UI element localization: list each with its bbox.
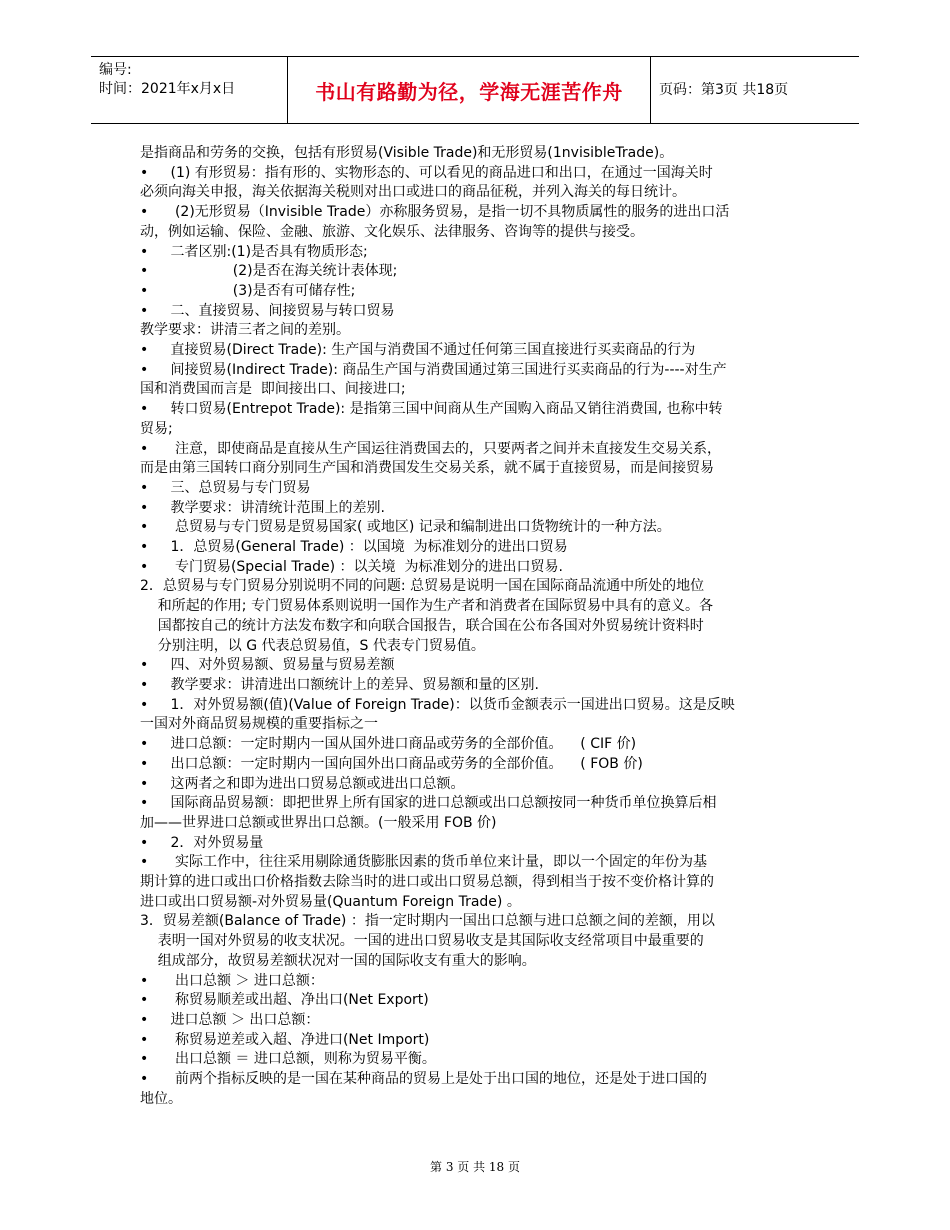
text-line: • 1．总贸易(General Trade) ：以国境 为标准划分的进出口贸易 <box>140 539 568 556</box>
text-line: 2．总贸易与专门贸易分别说明不同的问题: 总贸易是说明一国在国际商品流通中所处的地位 <box>140 578 705 595</box>
text-line: 而是由第三国转口商分别同生产国和消费国发生交易关系，就不属于直接贸易，而是间接贸易 <box>140 460 714 477</box>
text-line: • 进口总额：一定时期内一国从国外进口商品或劳务的全部价值。 ( CIF 价) <box>140 736 637 753</box>
text-line: 一国对外商品贸易规模的重要指标之一 <box>140 716 378 733</box>
text-line: • 称贸易顺差或出超、净出口(Net Export) <box>140 992 429 1009</box>
text-line: • 专门贸易(Special Trade) ：以关境 为标准划分的进出口贸易. <box>140 558 563 575</box>
text-line: 国都按自己的统计方法发布数字和向联合国报告，联合国在公布各国对外贸易统计资料时 <box>140 617 704 634</box>
header-page-info: 页码：第3页 共18页 <box>659 82 789 98</box>
text-line: • (2)无形贸易（Invisible Trade）亦称服务贸易，是指一切不具物质属性的服务的进出口活 <box>140 204 730 221</box>
text-line: • (3)是否有可储存性; <box>140 282 356 299</box>
text-line: • 出口总额 ＞ 进口总额： <box>140 972 324 989</box>
text-line: 3．贸易差额(Balance of Trade) ：指一定时期内一国出口总额与进口总额之间的差额，用以 <box>140 913 715 930</box>
text-line: • 出口总额 ＝ 进口总额，则称为贸易平衡。 <box>140 1051 436 1068</box>
text-line: • 这两者之和即为进出口贸易总额或进出口总额。 <box>140 775 465 792</box>
text-line: 教学要求：讲清三者之间的差别。 <box>140 322 350 339</box>
header-meta <box>99 61 235 99</box>
text-line: 分别注明，以 G 代表总贸易值，S 代表专门贸易值。 <box>140 637 485 654</box>
text-line: • 二者区别:(1)是否具有物质形态; <box>140 243 368 260</box>
text-line: 动，例如运输、保险、金融、旅游、文化娱乐、法律服务、咨询等的提供与接受。 <box>140 223 644 240</box>
text-line: • 出口总额：一定时期内一国向国外出口商品或劳务的全部价值。 ( FOB 价) <box>140 755 643 772</box>
text-line: 国和消费国而言是 即间接出口、间接进口; <box>140 381 406 398</box>
text-line: 是指商品和劳务的交换，包括有形贸易(Visible Trade)和无形贸易(1nvisibleTrade)。 <box>140 145 674 161</box>
text-line: • 直接贸易(Direct Trade): 生产国与消费国不通过任何第三国直接进行买卖商品的行为 <box>140 342 696 359</box>
page-footer: 第 3 页 共 18 页 <box>430 1160 520 1174</box>
text-line: • 实际工作中，往往采用剔除通货膨胀因素的货币单位来计量，即以一个固定的年份为基 <box>140 854 707 871</box>
text-line: • 教学要求：讲清统计范围上的差别. <box>140 499 385 516</box>
document-body <box>140 144 820 1109</box>
text-line: • (1) 有形贸易：指有形的、实物形态的、可以看见的商品进口和出口，在通过一国海关时 <box>140 164 713 181</box>
text-line: 组成部分，故贸易差额状况对一国的国际收支有重大的影响。 <box>140 952 536 969</box>
text-line: • 国际商品贸易额：即把世界上所有国家的进口总额或出口总额按同一种货币单位换算后相 <box>140 795 717 812</box>
text-line: 期计算的进口或出口价格指数去除当时的进口或出口贸易总额，得到相当于按不变价格计算的 <box>140 874 714 891</box>
text-line: • 1．对外贸易额(值)(Value of Foreign Trade)：以货币金额表示一国进出口贸易。这是反映 <box>140 696 735 713</box>
text-line: 地位。 <box>140 1090 182 1107</box>
text-line: • 前两个指标反映的是一国在某种商品的贸易上是处于出口国的地位，还是处于进口国的 <box>140 1071 707 1088</box>
text-line: 和所起的作用; 专门贸易体系则说明一国作为生产者和消费者在国际贸易中具有的意义。各 <box>140 598 713 615</box>
text-line: • 二、直接贸易、间接贸易与转口贸易 <box>140 302 395 319</box>
header-divider <box>650 57 651 123</box>
text-line: 必须向海关申报，海关依据海关税则对出口或进口的商品征税，并列入海关的每日统计。 <box>140 184 686 201</box>
text-line: 表明一国对外贸易的收支状况。一国的进出口贸易收支是其国际收支经常项目中最重要的 <box>140 933 704 950</box>
text-line: 进口或出口贸易额-对外贸易量(Quantum Foreign Trade) 。 <box>140 893 521 910</box>
text-line: 贸易; <box>140 420 173 437</box>
header-motto: 书山有路勤为径，学海无涯苦作舟 <box>315 79 623 104</box>
text-line: • 进口总额 ＞ 出口总额： <box>140 1011 320 1028</box>
text-line: • (2)是否在海关统计表体现; <box>140 263 398 280</box>
text-line: 加——世界进口总额或世界出口总额。(一般采用 FOB 价) <box>140 814 497 831</box>
text-line: • 四、对外贸易额、贸易量与贸易差额 <box>140 657 395 674</box>
text-line: • 称贸易逆差或入超、净进口(Net Import) <box>140 1031 430 1048</box>
page-header <box>91 56 859 124</box>
text-line: • 教学要求：讲清进出口额统计上的差异、贸易额和量的区别. <box>140 676 539 693</box>
text-line: • 转口贸易(Entrepot Trade): 是指第三国中间商从生产国购入商品又销往消费国, 也称中转 <box>140 401 723 418</box>
text-line: • 间接贸易(Indirect Trade): 商品生产国与消费国通过第三国进行买卖商品的行为----对生产 <box>140 361 727 378</box>
text-line: • 2．对外贸易量 <box>140 834 264 851</box>
text-line: • 三、总贸易与专门贸易 <box>140 479 311 496</box>
header-number-label: 编号: <box>99 62 132 78</box>
text-line: • 总贸易与专门贸易是贸易国家( 或地区) 记录和编制进出口货物统计的一种方法。 <box>140 519 671 536</box>
text-line: • 注意，即使商品是直接从生产国运往消费国去的，只要两者之间并未直接发生交易关系， <box>140 440 721 457</box>
header-time-label: 时间：2021年x月x日 <box>99 81 236 97</box>
